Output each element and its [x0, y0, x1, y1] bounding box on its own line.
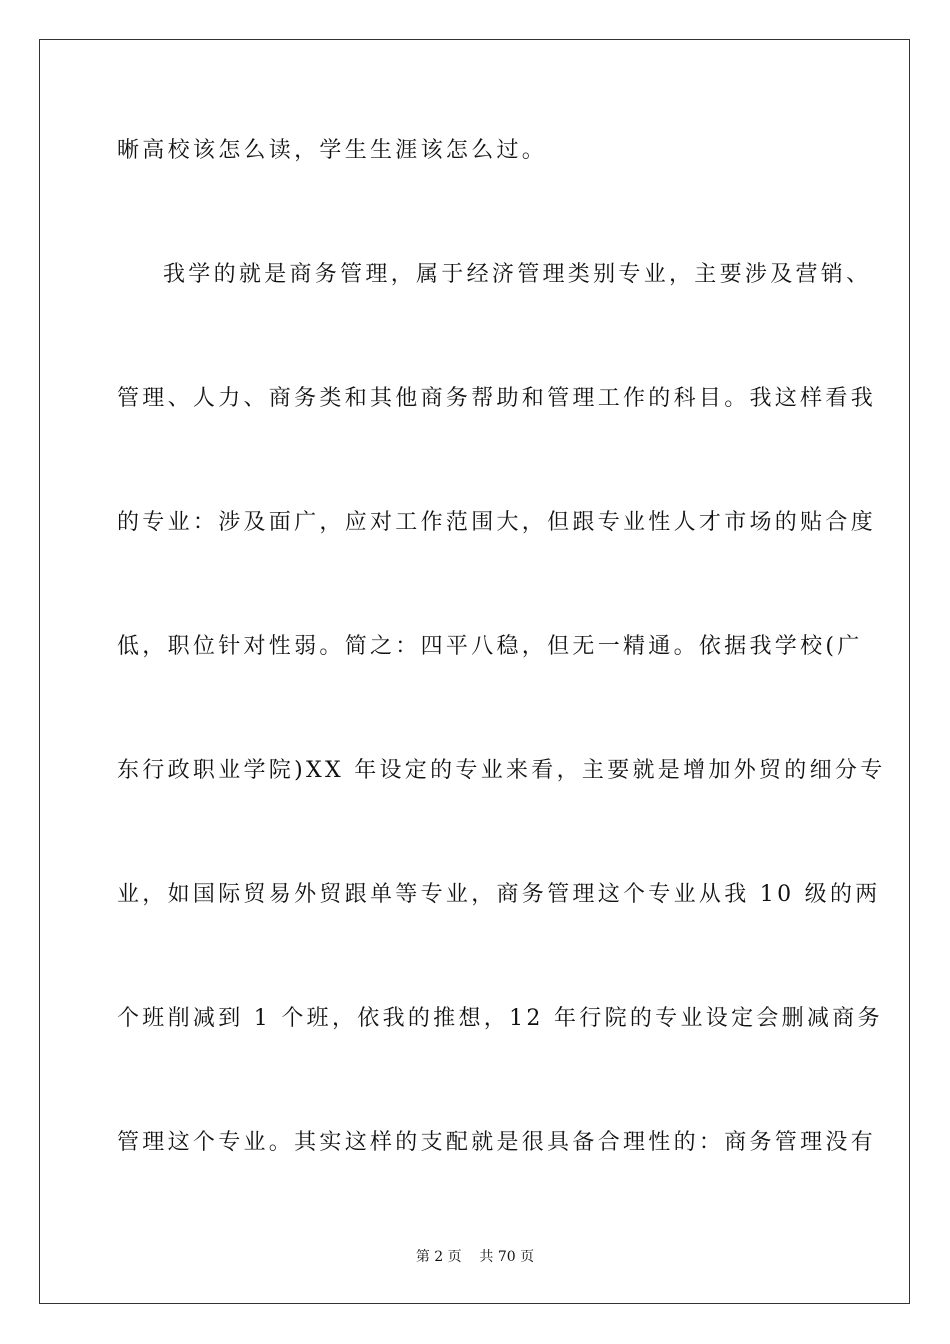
body-text-line: 低，职位针对性弱。简之：四平八稳，但无一精通。依据我学校(广 — [117, 634, 863, 659]
body-text-line: 管理、人力、商务类和其他商务帮助和管理工作的科目。我这样看我 — [117, 386, 877, 411]
body-text-line: 业，如国际贸易外贸跟单等专业，商务管理这个专业从我 10 级的两 — [117, 882, 881, 907]
body-text-line: 的专业：涉及面广，应对工作范围大，但跟专业性人才市场的贴合度 — [117, 510, 877, 535]
page-frame — [39, 39, 910, 1304]
page-number-footer: 第 2 页 共 70 页 — [415, 1249, 535, 1265]
body-text-line: 管理这个专业。其实这样的支配就是很具备合理性的：商务管理没有 — [117, 1130, 877, 1155]
body-text-line: 东行政职业学院)XX 年设定的专业来看，主要就是增加外贸的细分专 — [117, 758, 886, 783]
paragraph-first-line: 我学的就是商务管理，属于经济管理类别专业，主要涉及营销、 — [163, 262, 872, 287]
body-text-line: 晰高校该怎么读，学生生涯该怎么过。 — [117, 138, 548, 163]
body-text-line: 个班削减到 1 个班，依我的推想，12 年行院的专业设定会删减商务 — [117, 1006, 883, 1031]
